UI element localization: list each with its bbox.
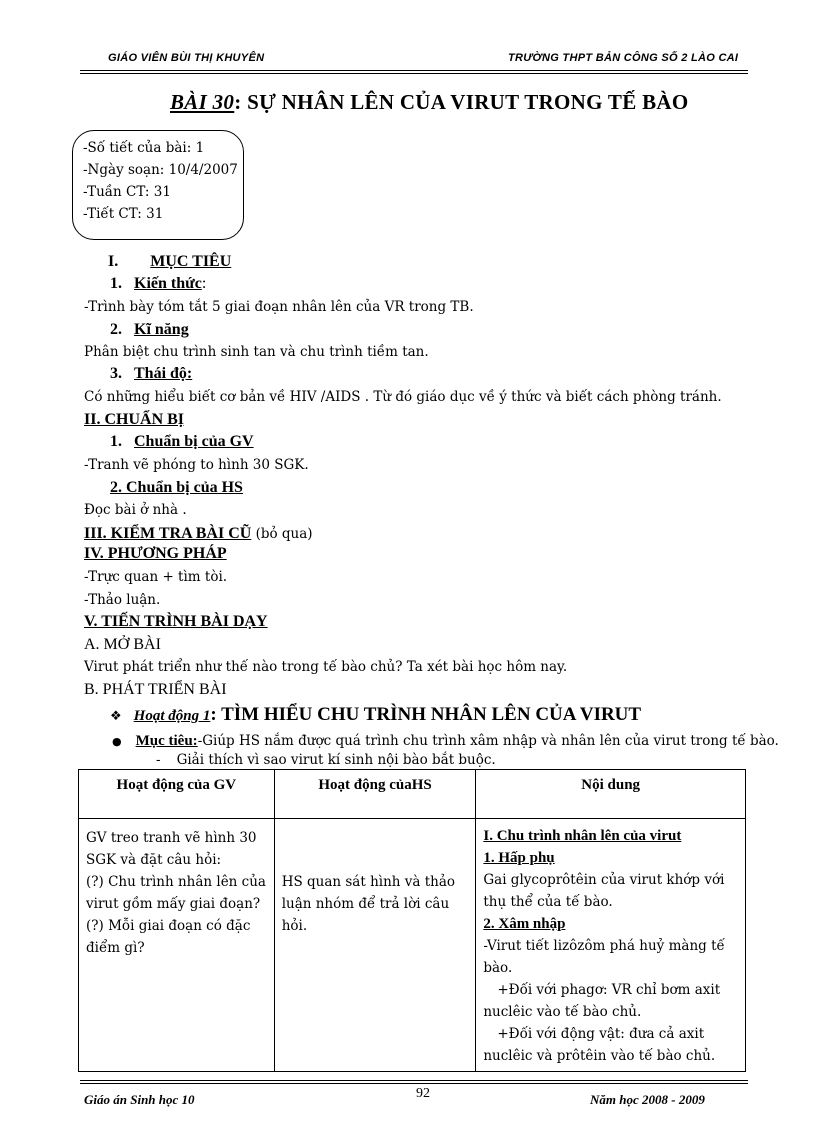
info-line: -Tuần CT: 31 (83, 184, 171, 200)
lesson-title: : SỰ NHÂN LÊN CỦA VIRUT TRONG TẾ BÀO (234, 90, 689, 114)
activity-heading (110, 704, 641, 726)
part-a-heading: A. MỞ BÀI (84, 636, 161, 653)
subsection-number: 3. (110, 365, 122, 382)
content-heading-adsorption: 1. Hấp phụ (483, 850, 555, 866)
header-hs: Hoạt động củaHS (274, 770, 476, 819)
footer-rule (80, 1080, 748, 1081)
hs-line: luận nhóm để trả lời câu (281, 896, 450, 912)
gv-cell (79, 819, 275, 1072)
section-3-heading (84, 523, 313, 543)
header-rule (80, 70, 748, 71)
knowledge-text: -Trình bày tóm tắt 5 giai đoạn nhân lên của VR trong TB. (84, 299, 474, 315)
info-line: -Ngày soạn: 10/4/2007 (83, 162, 238, 178)
attitude-text: Có những hiểu biết cơ bản về HIV /AIDS . Từ đó giáo dục về ý thức và biết cách phòng tránh. (84, 389, 722, 405)
content-line: +Đối với phagơ: VR chỉ bơm axit (497, 982, 721, 998)
content-heading-penetration: 2. Xâm nhập (483, 916, 566, 932)
header-right: TRƯỜNG THPT BẢN CÔNG SỐ 2 LÀO CAI (508, 52, 739, 64)
content-line: +Đối với động vật: đưa cả axit (497, 1026, 705, 1042)
gv-line: SGK và đặt câu hỏi: (86, 852, 222, 868)
dash-bullet: - (156, 752, 161, 768)
header-content: Nội dung (476, 770, 746, 819)
goal-label: Mục tiêu: (135, 733, 198, 749)
subsection-knowledge (110, 275, 206, 293)
hs-prep-text: Đọc bài ở nhà . (84, 502, 187, 518)
gv-line: GV treo tranh vẽ hình 30 (86, 830, 257, 846)
header-gv: Hoạt động của GV (79, 770, 275, 819)
content-line: bào. (483, 960, 513, 976)
section-4-heading: IV. PHƯƠNG PHÁP (84, 545, 227, 562)
method-line: -Trực quan + tìm tòi. (84, 569, 228, 585)
diamond-bullet-icon: ❖ (110, 709, 122, 724)
part-a-text: Virut phát triển như thế nào trong tế bào chủ? Ta xét bài học hôm nay. (84, 659, 568, 675)
section-1-heading (108, 253, 231, 271)
skills-text: Phân biệt chu trình sinh tan và chu trình tiềm tan. (84, 344, 429, 360)
gv-line: (?) Chu trình nhân lên của (86, 874, 266, 890)
lesson-number: BÀI 30 (170, 90, 235, 114)
goal-text: -Giúp HS nắm được quá trình chu trình xâm nhập và nhân lên của virut trong tế bào. (197, 733, 779, 749)
section-2-heading: II. CHUẨN BỊ (84, 411, 185, 428)
gv-line: điểm gì? (86, 940, 145, 956)
footer-rule-2 (80, 1083, 748, 1084)
hs-line: HS quan sát hình và thảo (281, 874, 456, 890)
subsection-hs-prep: 2. Chuẩn bị của HS (110, 479, 243, 496)
section-3-note: (bỏ qua) (251, 526, 313, 542)
goal-line (112, 730, 779, 750)
gv-line: virut gồm mấy giai đoạn? (86, 896, 261, 912)
footer-left: Giáo án Sinh học 10 (84, 1092, 195, 1107)
header-left: GIÁO VIÊN BÙI THỊ KHUYÊN (108, 52, 265, 64)
page-number: 92 (416, 1086, 430, 1101)
gv-prep-text: -Tranh vẽ phóng to hình 30 SGK. (84, 457, 309, 473)
subsection-attitude (110, 365, 192, 383)
section-5-heading: V. TIẾN TRÌNH BÀI DẠY (84, 613, 268, 630)
subsection-number: 2. (110, 321, 122, 338)
content-line: thụ thể của tế bào. (483, 894, 613, 910)
table-row (79, 819, 746, 1072)
footer-right: Năm học 2008 - 2009 (590, 1092, 705, 1107)
content-line: nuclêic và prôtêin vào tế bào chủ. (483, 1048, 716, 1064)
subsection-title: Chuẩn bị của GV (134, 433, 254, 450)
bullet-icon: ● (112, 735, 122, 748)
page-title (170, 90, 688, 115)
activity-title: : TÌM HIỂU CHU TRÌNH NHÂN LÊN CỦA VIRUT (210, 704, 642, 725)
goal-sub-text: Giải thích vì sao virut kí sinh nội bào bắt buộc. (176, 752, 496, 768)
subsection-title: Kĩ năng (134, 321, 189, 338)
gv-line: (?) Mỗi giai đoạn có đặc (86, 918, 251, 934)
part-b-heading: B. PHÁT TRIỂN BÀI (84, 681, 227, 698)
subsection-colon: : (201, 275, 207, 292)
content-title: I. Chu trình nhân lên của virut (483, 828, 682, 844)
content-line: -Virut tiết lizôzôm phá huỷ màng tế (483, 938, 725, 954)
hs-line: hỏi. (281, 918, 308, 934)
subsection-number: 1. (110, 275, 122, 292)
method-line: -Thảo luận. (84, 592, 161, 608)
table-header-row (79, 770, 746, 819)
header-rule-2 (80, 73, 748, 74)
subsection-skills (110, 321, 189, 339)
subsection-gv-prep (110, 433, 254, 451)
activity-label: Hoạt động 1 (133, 708, 211, 724)
info-line: -Tiết CT: 31 (83, 206, 164, 222)
info-line: -Số tiết của bài: 1 (83, 140, 205, 156)
section-3-title: III. KIỂM TRA BÀI CŨ (84, 525, 252, 542)
content-line: Gai glycoprôtêin của virut khớp với (483, 872, 725, 888)
goal-sub-line (156, 752, 496, 768)
subsection-number: 1. (110, 433, 122, 450)
hs-cell (274, 819, 476, 1072)
subsection-title: Thái độ: (134, 365, 193, 382)
section-1-title: MỤC TIÊU (150, 253, 232, 270)
section-1-number: I. (108, 253, 119, 270)
content-cell (476, 819, 746, 1072)
content-line: nuclêic vào tế bào chủ. (483, 1004, 642, 1020)
info-box (72, 130, 244, 240)
lesson-table (78, 769, 746, 1072)
subsection-title: Kiến thức (134, 275, 202, 292)
